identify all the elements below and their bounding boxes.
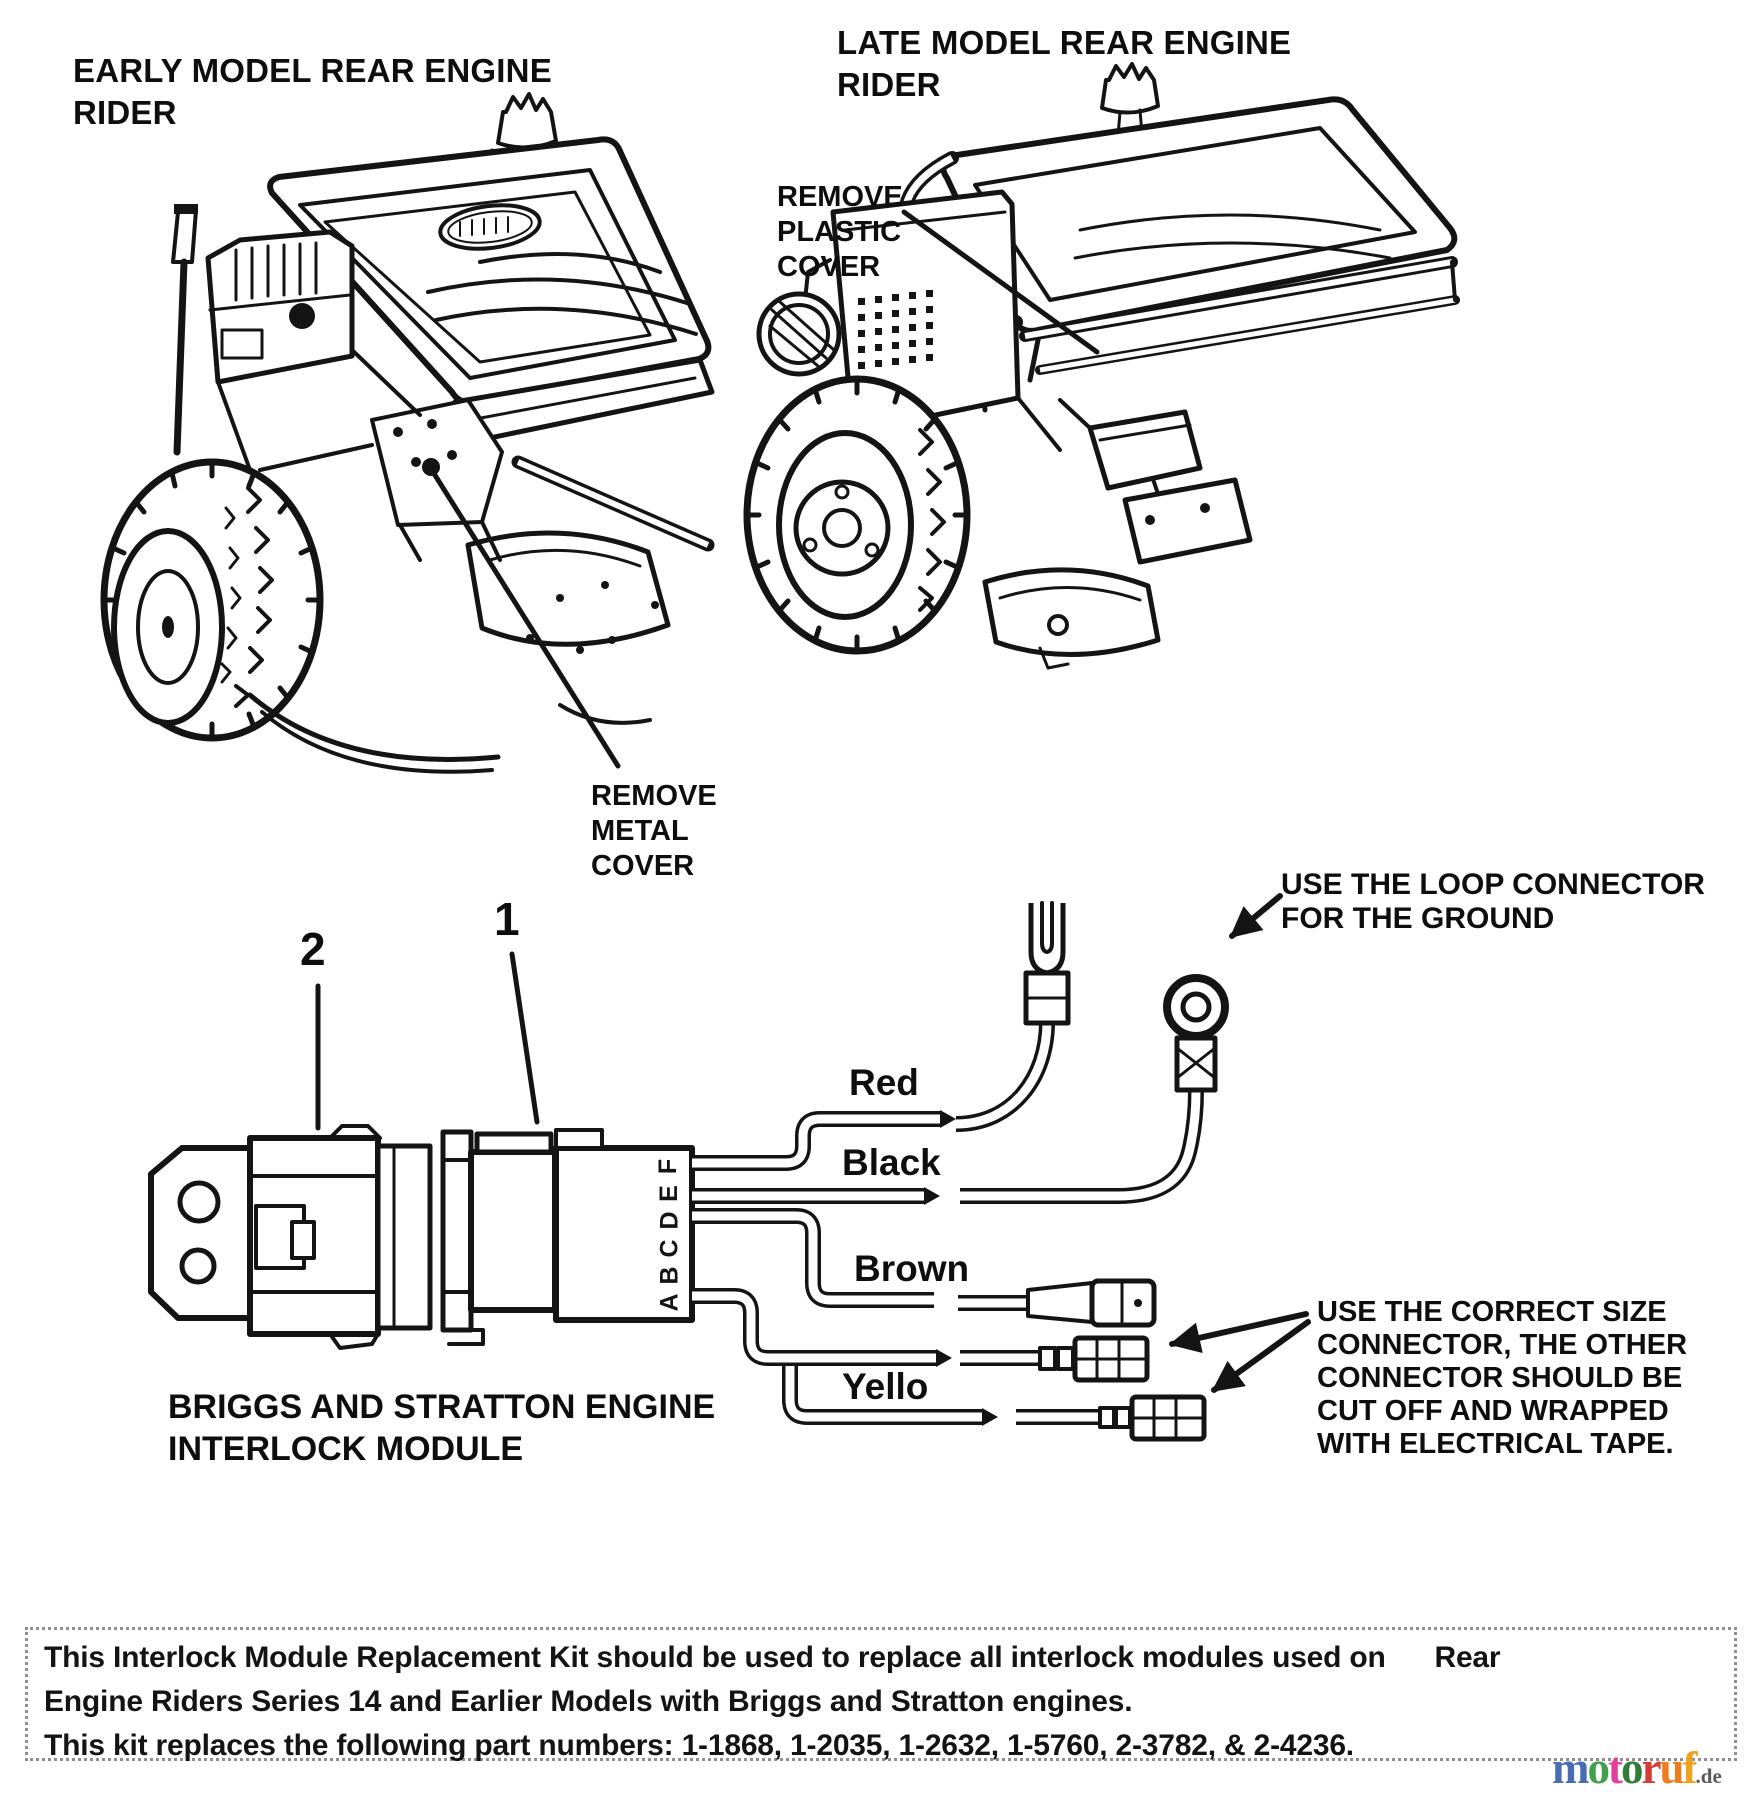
pin-letter-d: D bbox=[655, 1211, 684, 1230]
item-1-leader-line bbox=[512, 954, 537, 1122]
pin-letter-b: B bbox=[655, 1266, 684, 1285]
connector-note: USE THE CORRECT SIZE CONNECTOR, THE OTHER CONNECTOR SHOULD BE CUT OFF AND WRAPPED WITH ELECTRICAL TAPE. bbox=[1317, 1296, 1688, 1460]
title-line: RIDER bbox=[73, 94, 177, 131]
interlock-module-drawing bbox=[151, 896, 1308, 1439]
watermark-letter: o bbox=[1587, 1743, 1608, 1793]
watermark-letter: u bbox=[1659, 1743, 1683, 1793]
mounting-hole-bottom bbox=[182, 1250, 214, 1282]
pin-letter-e: E bbox=[654, 1185, 683, 1202]
module-mounting-tab bbox=[151, 1148, 250, 1318]
wire-label-yellow: Yello bbox=[842, 1366, 929, 1407]
remove-metal-cover-callout: REMOVE METAL COVER bbox=[591, 780, 717, 882]
footer-line: Engine Riders Series 14 and Earlier Models with Briggs and Stratton engines. bbox=[44, 1685, 1133, 1718]
connector-body bbox=[471, 1152, 555, 1310]
wire-label-brown: Brown bbox=[854, 1248, 970, 1289]
spade-connector-b bbox=[1100, 1397, 1204, 1439]
wire-label-black: Black bbox=[842, 1142, 941, 1183]
pin-letter-f: F bbox=[654, 1158, 683, 1175]
watermark-letter: t bbox=[1608, 1743, 1621, 1793]
watermark-letter: m bbox=[1552, 1743, 1588, 1793]
wire-label-red: Red bbox=[849, 1062, 919, 1103]
item-number-2: 2 bbox=[300, 923, 326, 975]
watermark-letter: f bbox=[1682, 1743, 1696, 1793]
title-line: RIDER bbox=[837, 66, 941, 103]
spade-connector-a bbox=[1040, 1338, 1147, 1380]
early-rider-title bbox=[73, 50, 552, 134]
mounting-hole-top bbox=[180, 1183, 218, 1221]
remove-plastic-cover-callout: REMOVE PLASTIC COVER bbox=[777, 181, 903, 283]
fork-terminal bbox=[1026, 903, 1068, 1023]
ground-note: USE THE LOOP CONNECTOR FOR THE GROUND bbox=[1281, 868, 1705, 935]
item-number-1: 1 bbox=[494, 893, 520, 945]
watermark-letter: o bbox=[1621, 1743, 1642, 1793]
watermark-suffix: .de bbox=[1695, 1764, 1722, 1788]
early-rider-illustration bbox=[104, 94, 712, 772]
footer-line: This Interlock Module Replacement Kit should be used to replace all interlock modules used on Rear bbox=[44, 1641, 1501, 1674]
footer-note-box bbox=[25, 1627, 1737, 1761]
pin-letter-a: A bbox=[655, 1293, 684, 1312]
title-line: EARLY MODEL REAR ENGINE bbox=[73, 52, 552, 89]
loop-connector-terminal bbox=[1167, 978, 1225, 1090]
title-line: LATE MODEL REAR ENGINE bbox=[837, 24, 1292, 61]
module-label: BRIGGS AND STRATTON ENGINE INTERLOCK MODULE bbox=[168, 1388, 716, 1468]
bullet-connector bbox=[1028, 1281, 1154, 1325]
footer-line: This kit replaces the following part numbers: 1-1868, 1-2035, 1-2632, 1-5760, 2-3782, & 2-4236. bbox=[44, 1729, 1354, 1762]
late-rider-title bbox=[837, 22, 1291, 106]
watermark-letter: r bbox=[1641, 1743, 1660, 1793]
late-rider-illustration bbox=[747, 64, 1455, 668]
pin-letter-c: C bbox=[655, 1239, 684, 1258]
watermark-logo bbox=[1552, 1742, 1722, 1794]
ground-note-arrow bbox=[1232, 896, 1280, 936]
